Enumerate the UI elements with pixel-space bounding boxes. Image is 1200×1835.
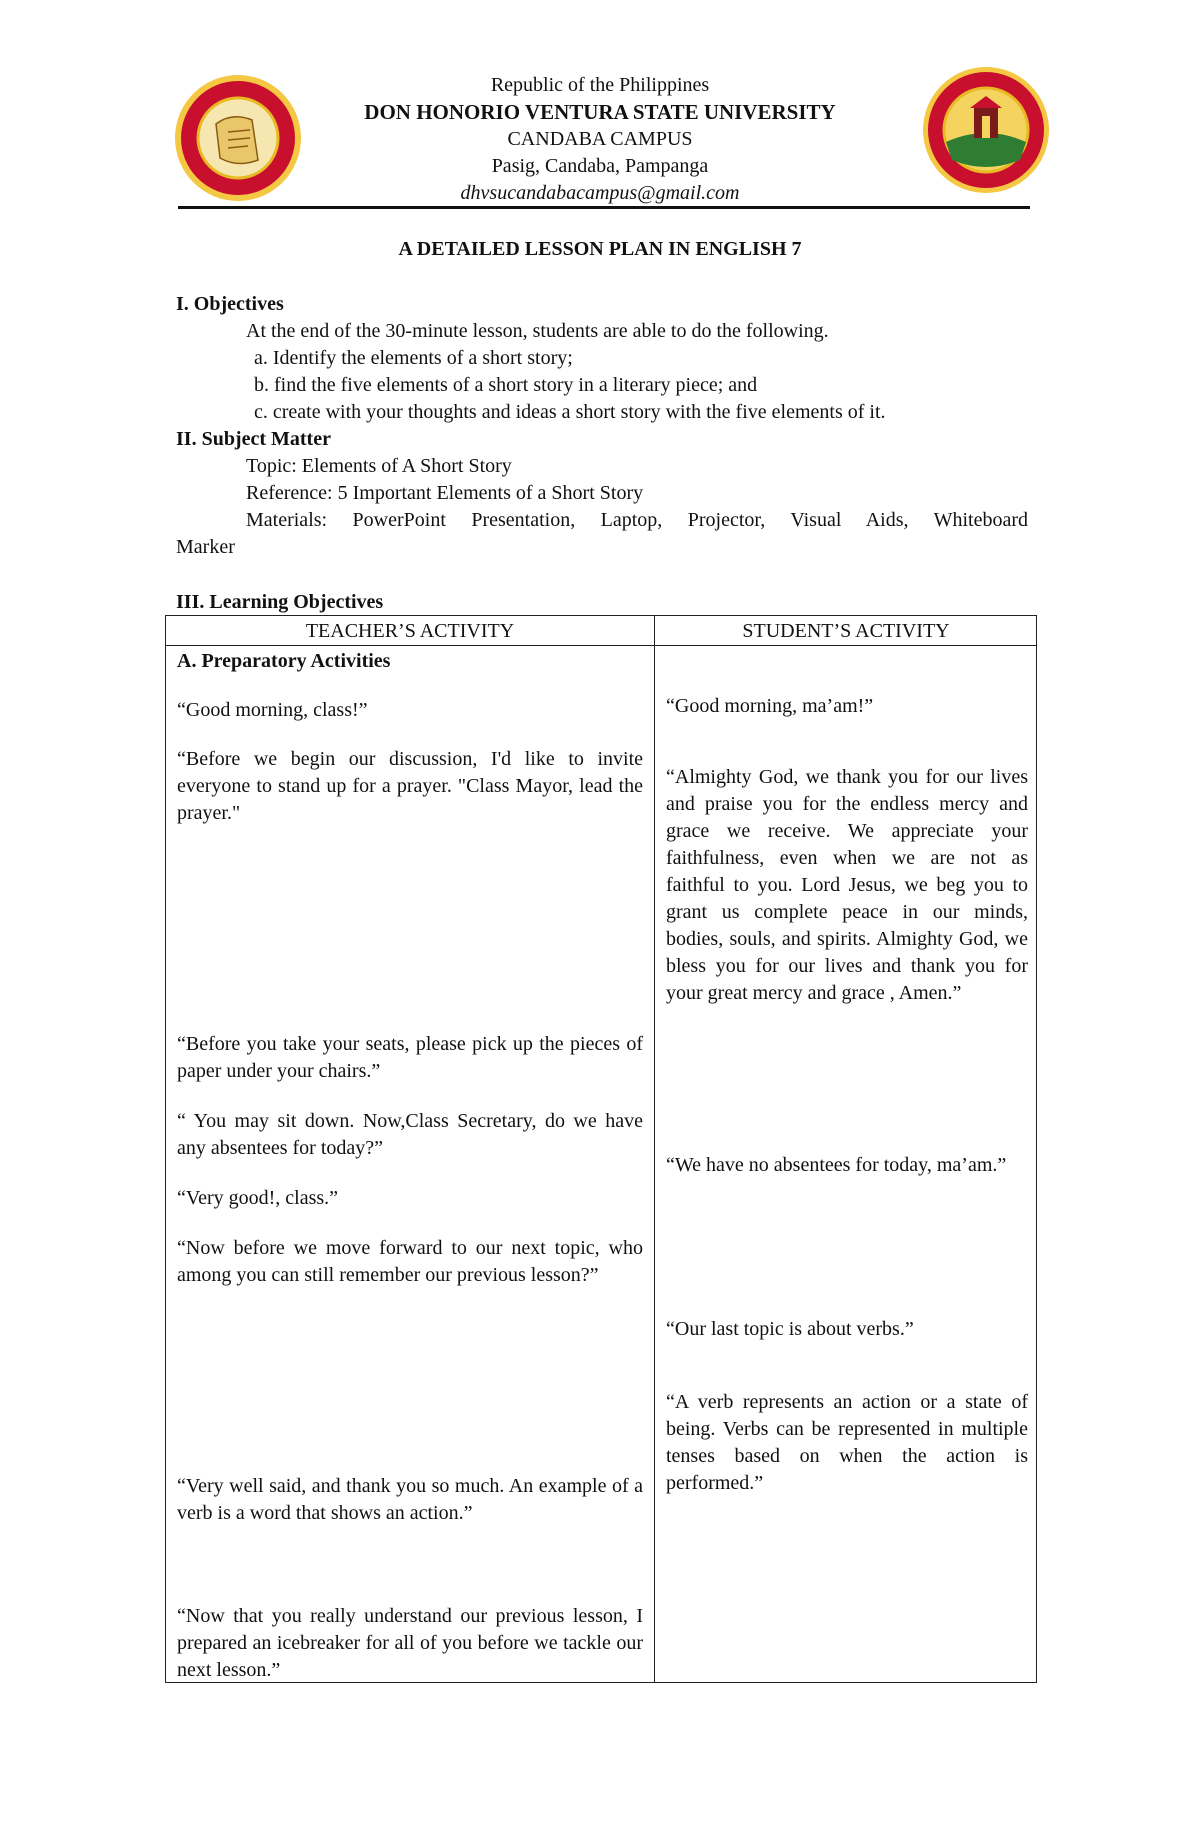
student-column-header: STUDENT’S ACTIVITY — [742, 620, 950, 642]
subject-matter-heading: II. Subject Matter — [176, 428, 331, 450]
republic-line: Republic of the Philippines — [490, 74, 710, 96]
teacher-column-header: TEACHER’S ACTIVITY — [305, 620, 515, 642]
student-line: “We have no absentees for today, ma’am.” — [666, 1154, 1007, 1176]
subject-matter-section — [176, 426, 1028, 561]
campus-address: Pasig, Candaba, Pampanga — [491, 155, 709, 177]
header-row-divider — [166, 645, 1036, 646]
materials-line-continued: Marker — [176, 536, 235, 558]
university-seal-icon — [172, 72, 304, 204]
activities-table — [165, 615, 1037, 1683]
topic-line: Topic: Elements of A Short Story — [246, 455, 512, 477]
column-divider — [654, 616, 655, 1682]
student-line: “Good morning, ma’am!” — [666, 695, 874, 717]
campus-name: CANDABA CAMPUS — [507, 128, 693, 150]
objectives-section — [176, 291, 1028, 426]
objective-item: b. find the five elements of a short story in a literary piece; and — [254, 374, 758, 396]
university-name: DON HONORIO VENTURA STATE UNIVERSITY — [364, 100, 836, 124]
teacher-line: “Good morning, class!” — [177, 699, 368, 721]
letterhead — [330, 72, 870, 207]
document-title: A DETAILED LESSON PLAN IN ENGLISH 7 — [398, 238, 802, 260]
learning-objectives-heading: III. Learning Objectives — [176, 591, 384, 613]
teacher-line: “ You may sit down. Now,Class Secretary, do we have any absentees for today?” — [177, 1110, 643, 1159]
objective-item: c. create with your thoughts and ideas a short story with the five elements of it. — [254, 401, 886, 423]
reference-line: Reference: 5 Important Elements of a Short Story — [246, 482, 644, 504]
preparatory-activities-heading: A. Preparatory Activities — [177, 650, 391, 672]
objective-item: a. Identify the elements of a short story; — [254, 347, 573, 369]
objectives-heading: I. Objectives — [176, 293, 284, 315]
materials-line: Materials: PowerPoint Presentation, Laptop, Projector, Visual Aids, Whiteboard — [246, 509, 1028, 531]
student-line: “Our last topic is about verbs.” — [666, 1318, 914, 1340]
teacher-line: “Very good!, class.” — [177, 1187, 339, 1209]
teacher-line: “Very well said, and thank you so much. An example of a verb is a word that shows an action.” — [177, 1475, 643, 1524]
student-line: “A verb represents an action or a state of being. Verbs can be represented in multiple tenses based on when the action is performed.” — [666, 1391, 1028, 1494]
teacher-line: “Now that you really understand our previous lesson, I prepared an icebreaker for all of you before we tackle our next lesson.” — [177, 1605, 643, 1681]
student-line: “Almighty God, we thank you for our lives and praise you for the endless mercy and grace we receive. We appreciate your faithfulness, even when we are not as faithful to you. Lord Jesus, we beg you to grant us complete peace in our minds, bodies, souls, and spirits. Almighty God, we bless you for our lives and thank you for your great mercy and grace , Amen.” — [666, 766, 1028, 1004]
campus-seal-icon — [920, 64, 1052, 196]
teacher-line: “Before you take your seats, please pick up the pieces of paper under your chairs.” — [177, 1033, 643, 1082]
teacher-line: “Before we begin our discussion, I'd like to invite everyone to stand up for a prayer. "Class Mayor, lead the prayer." — [177, 748, 643, 824]
header-divider — [178, 206, 1030, 209]
teacher-line: “Now before we move forward to our next topic, who among you can still remember our previous lesson?” — [177, 1237, 643, 1286]
campus-email: dhvsucandabacampus@gmail.com — [460, 182, 740, 204]
objectives-intro: At the end of the 30-minute lesson, students are able to do the following. — [246, 320, 829, 342]
